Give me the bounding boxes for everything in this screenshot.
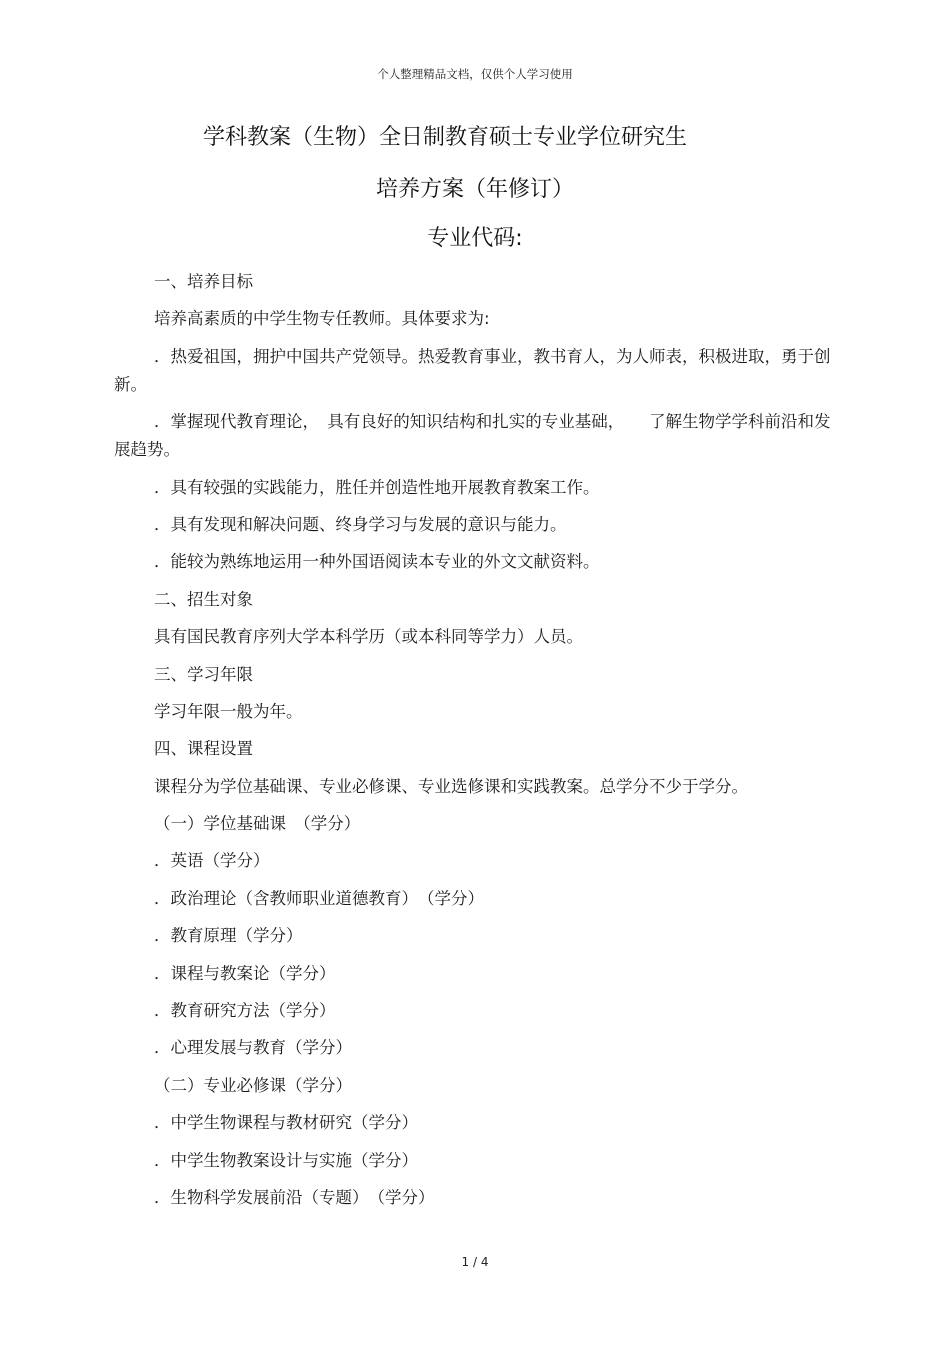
- paragraph: 学习年限一般为年。: [154, 701, 303, 721]
- list-item: ．课程与教案论（学分）: [154, 963, 336, 983]
- list-item: ．具有发现和解决问题、终身学习与发展的意识与能力。: [154, 514, 567, 534]
- section-heading-duration: 三、学习年限: [154, 664, 253, 684]
- subsection-heading: （一）学位基础课 （学分）: [154, 814, 361, 834]
- page-header-note: 个人整理精品文档，仅供个人学习使用: [377, 67, 573, 81]
- list-item: ．中学生物教案设计与实施（学分）: [154, 1150, 418, 1170]
- list-item: ．教育原理（学分）: [154, 926, 303, 946]
- paragraph: 培养高素质的中学生物专任教师。具体要求为:: [154, 309, 490, 329]
- list-item: ．教育研究方法（学分）: [154, 1001, 336, 1021]
- section-heading-admission: 二、招生对象: [154, 589, 253, 609]
- list-item: ．中学生物课程与教材研究（学分）: [154, 1113, 418, 1133]
- list-item: ．政治理论（含教师职业道德教育） （学分）: [154, 888, 484, 908]
- list-item: ．热爱祖国，拥护中国共产党领导。热爱教育事业，教书育人，为人师表，积极进取，勇于创新。: [114, 346, 831, 394]
- major-code-label: 专业代码:: [427, 226, 523, 251]
- section-heading-courses: 四、课程设置: [154, 739, 253, 759]
- list-item: ．具有较强的实践能力，胜任并创造性地开展教育教案工作。: [154, 477, 600, 497]
- section-heading-goals: 一、培养目标: [154, 272, 253, 291]
- subsection-heading: （二）专业必修课（学分）: [154, 1075, 352, 1095]
- paragraph: 具有国民教育序列大学本科学历（或本科同等学力）人员。: [154, 627, 583, 647]
- page-number: 1 / 4: [461, 1255, 489, 1269]
- document-subtitle: 培养方案（年修订）: [375, 177, 574, 202]
- document-body: [114, 268, 834, 1221]
- list-item: ．英语（学分）: [154, 851, 270, 871]
- list-item: ．掌握现代教育理论， 具有良好的知识结构和扎实的专业基础， 了解生物学学科前沿和发展趋势。: [114, 412, 831, 460]
- list-item: ．生物科学发展前沿（专题） （学分）: [154, 1187, 435, 1207]
- list-item: ．能较为熟练地运用一种外国语阅读本专业的外文文献资料。: [154, 552, 600, 572]
- paragraph: 课程分为学位基础课、专业必修课、专业选修课和实践教案。总学分不少于学分。: [154, 776, 748, 796]
- list-item: ．心理发展与教育（学分）: [154, 1038, 352, 1058]
- document-title: 学科教案（生物）全日制教育硕士专业学位研究生: [202, 125, 687, 150]
